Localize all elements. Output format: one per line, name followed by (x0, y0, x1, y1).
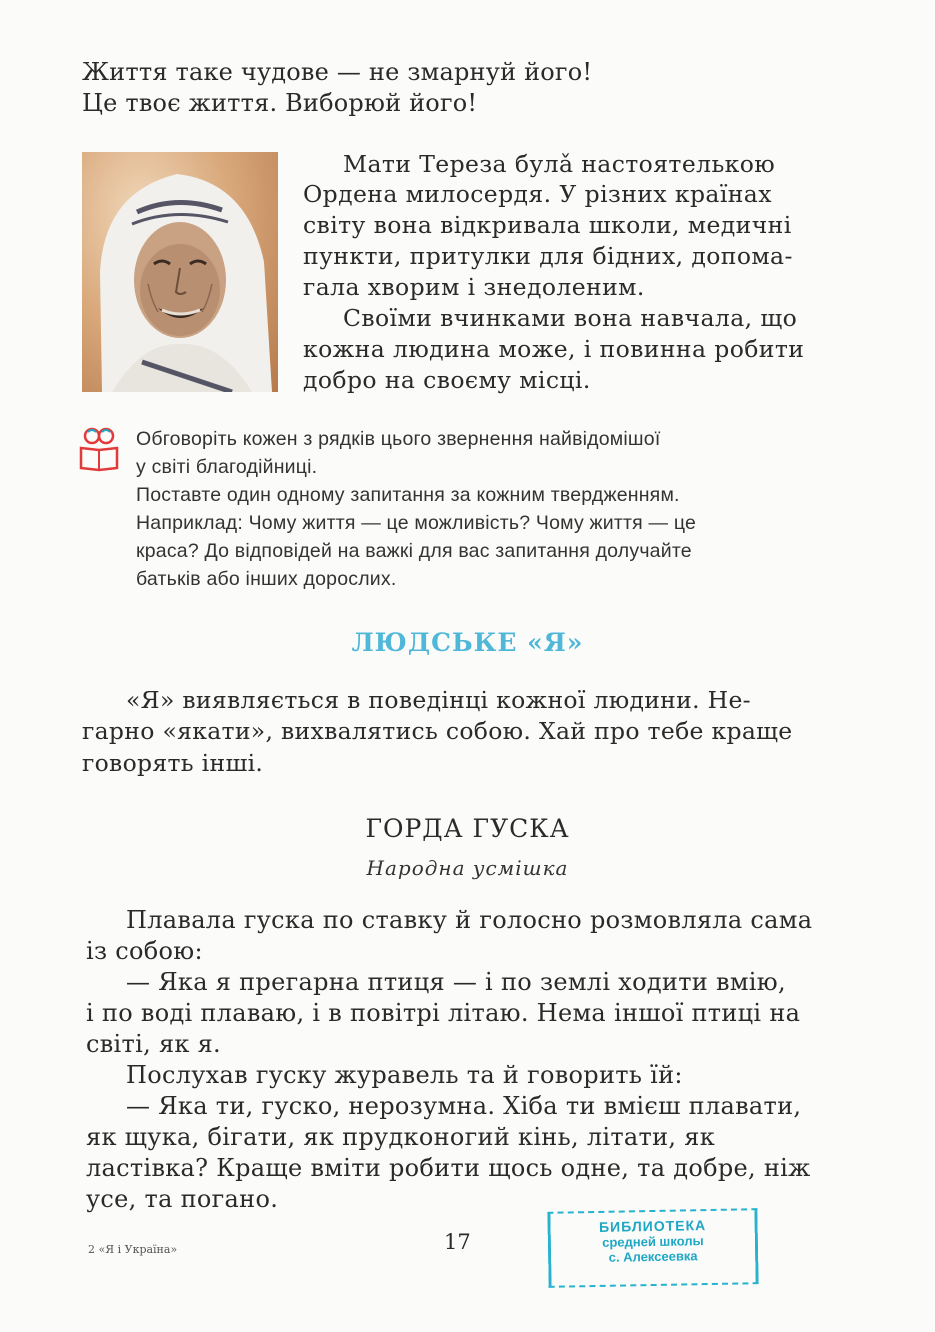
bio-line: кожна людина може, і повинна робити (303, 335, 805, 363)
stamp-line: БИБЛИОТЕКА (598, 1217, 707, 1235)
section-line: «Я» виявляється в поведінці кожної людини. Не- (126, 686, 751, 714)
story-title: ГОРДА ГУСКА (365, 814, 570, 843)
intro-line: Життя таке чудове — не змарнуй його! (82, 58, 593, 86)
story-line: із собою: (86, 937, 203, 965)
discussion-book-icon (78, 426, 124, 476)
section-heading: ЛЮДСЬКЕ «Я» (351, 628, 584, 657)
discussion-line: батьків або інших дорослих. (136, 568, 397, 590)
bio-line: Своїми вчинками вона навчала, що (343, 304, 798, 332)
bio-line: пункти, притулки для бідних, допома- (303, 242, 793, 270)
story-line: Плавала гуска по ставку й голосно розмовляла сама (126, 906, 813, 934)
section-line: гарно «якати», вихвалятись собою. Хай про тебе краще (82, 717, 793, 745)
bio-line: Мати Тереза була̌ настоятелькою (343, 150, 776, 178)
stamp-line: с. Алексеевка (608, 1248, 698, 1265)
story-subtitle: Народна усмішка (366, 856, 569, 880)
discussion-line: у світі благодійниці. (136, 456, 318, 478)
mother-teresa-portrait (82, 152, 278, 392)
story-line: і по воді плаваю, і в повітрі літаю. Нема іншої птиці на (86, 999, 801, 1027)
intro-line: Це твоє життя. Виборюй його! (82, 89, 478, 117)
story-line: ластівка? Краще вміти робити щось одне, та добре, ніж (86, 1154, 811, 1182)
bio-line: добро на своєму місці. (303, 366, 591, 394)
discussion-line: Наприклад: Чому життя — це можливість? Чому життя — це (136, 512, 697, 534)
bio-line: Ордена милосердя. У різних країнах (303, 180, 772, 208)
discussion-line: Поставте один одному запитання за кожним твердженням. (136, 484, 680, 506)
story-line: світі, як я. (86, 1030, 221, 1058)
section-line: говорять інші. (82, 749, 264, 777)
bio-line: гала хворим і знедоленим. (303, 273, 645, 301)
story-line: — Яка ти, гуско, нерозумна. Хіба ти вмієш плавати, (126, 1092, 802, 1120)
page-number: 17 (444, 1230, 471, 1254)
stamp-line: средней школы (602, 1233, 704, 1250)
story-line: як щука, бігати, як прудконогий кінь, літати, як (86, 1123, 716, 1151)
library-stamp (547, 1208, 758, 1288)
story-line: Послухав гуску журавель та й говорить їй: (126, 1061, 683, 1089)
discussion-line: краса? До відповідей на важкі для вас запитання долучайте (136, 540, 692, 562)
story-line: — Яка я прегарна птиця — і по землі ходити вмію, (126, 968, 786, 996)
discussion-line: Обговоріть кожен з рядків цього звернення найвідомішої (136, 428, 661, 450)
story-line: усе, та погано. (86, 1185, 279, 1213)
bio-line: світу вона відкривала школи, медичні (303, 211, 792, 239)
footer-reference: 2 «Я і Україна» (88, 1243, 178, 1256)
